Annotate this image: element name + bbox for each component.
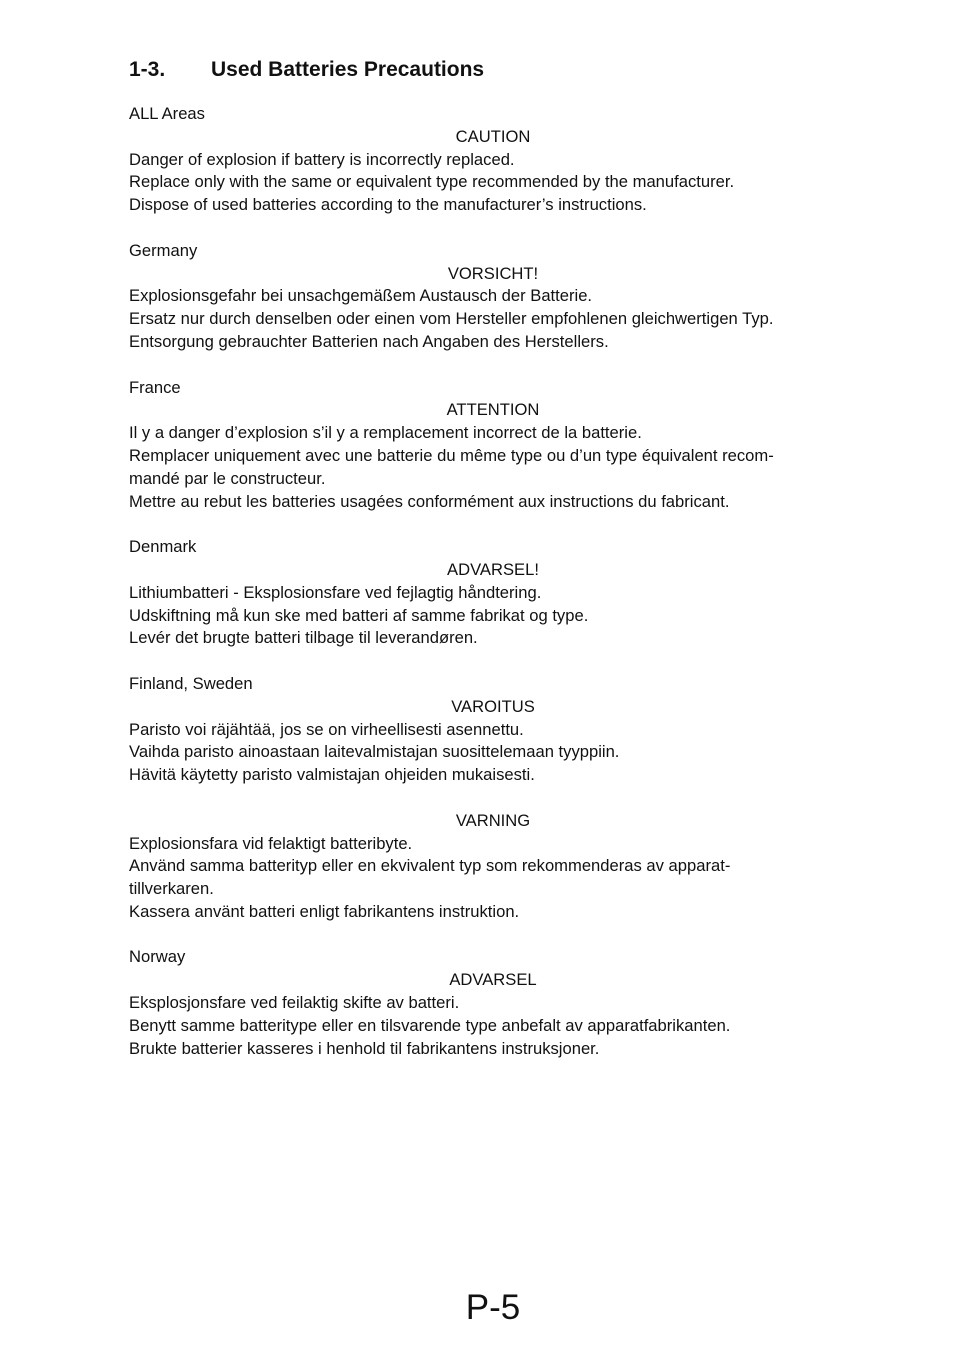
precaution-line: Lithiumbatteri - Eksplosionsfare ved fejlagtig håndtering. [129,582,542,602]
region-label: Norway [129,947,186,967]
precaution-line: Brukte batterier kasseres i henhold til fabrikantens instruksjoner. [129,1038,600,1058]
precaution-line: Dispose of used batteries according to the manufacturer’s instructions. [129,195,647,215]
region-label: Denmark [129,537,197,557]
precaution-line: Hävitä käytetty paristo valmistajan ohjeiden mukaisesti. [129,765,535,785]
warning-label: VARNING [455,810,531,830]
precaution-line: Eksplosjonsfare ved feilaktig skifte av batteri. [129,993,460,1013]
section-heading [129,58,484,82]
precaution-section [129,240,849,354]
precaution-line: Explosionsgefahr bei unsachgemäßem Austausch der Batterie. [129,286,593,306]
precaution-line: Levér det brugte batteri tilbage til leverandøren. [129,628,478,648]
precaution-section [129,536,849,650]
precaution-line: Paristo voi räjähtää, jos se on virheellisesti asennettu. [129,719,524,739]
precaution-line: Explosionsfara vid felaktigt batteribyte. [129,833,413,853]
warning-label: ADVARSEL [449,970,537,990]
page-number: P-5 [465,1288,521,1327]
precaution-section [129,377,849,514]
precaution-line: Mettre au rebut les batteries usagées conformément aux instructions du fabricant. [129,491,730,511]
precaution-section [129,946,849,1060]
precaution-line: Använd samma batterityp eller en ekvivalent typ som rekommenderas av apparat- [129,856,731,876]
precaution-section [129,103,849,217]
precaution-line: Il y a danger d’explosion s’il y a remplacement incorrect de la batterie. [129,423,642,443]
precaution-line: Vaihda paristo ainoastaan laitevalmistajan suosittelemaan tyyppiin. [129,742,620,762]
precaution-line: tillverkaren. [129,879,214,899]
precaution-line: Danger of explosion if battery is incorrectly replaced. [129,149,515,169]
section-title: Used Batteries Precautions [211,58,485,81]
precaution-line: mandé par le constructeur. [129,468,326,488]
precaution-line: Remplacer uniquement avec une batterie du même type ou d’un type équivalent recom- [129,445,774,465]
region-label: Germany [129,240,198,260]
region-label: ALL Areas [129,104,205,123]
warning-label: VORSICHT! [447,263,539,283]
region-label: France [129,377,181,397]
precautions-body [129,103,849,1083]
warning-label: VAROITUS [451,696,535,716]
precaution-section [129,673,849,787]
warning-label: CAUTION [455,126,531,146]
warning-label: ADVARSEL! [447,559,539,579]
precaution-line: Ersatz nur durch denselben oder einen vom Hersteller empfohlenen gleichwertigen Typ. [129,309,774,329]
section-number: 1-3. [129,58,166,81]
precaution-section [129,810,849,924]
precaution-line: Udskiftning må kun ske med batteri af samme fabrikat og type. [129,605,589,625]
region-label: Finland, Sweden [129,673,253,693]
precaution-line: Entsorgung gebrauchter Batterien nach Angaben des Herstellers. [129,331,609,351]
precaution-line: Replace only with the same or equivalent type recommended by the manufacturer. [129,172,735,192]
warning-label: ATTENTION [446,400,540,420]
precaution-line: Kassera använt batteri enligt fabrikantens instruktion. [129,901,520,921]
precaution-line: Benytt samme batteritype eller en tilsvarende type anbefalt av apparatfabrikanten. [129,1015,731,1035]
